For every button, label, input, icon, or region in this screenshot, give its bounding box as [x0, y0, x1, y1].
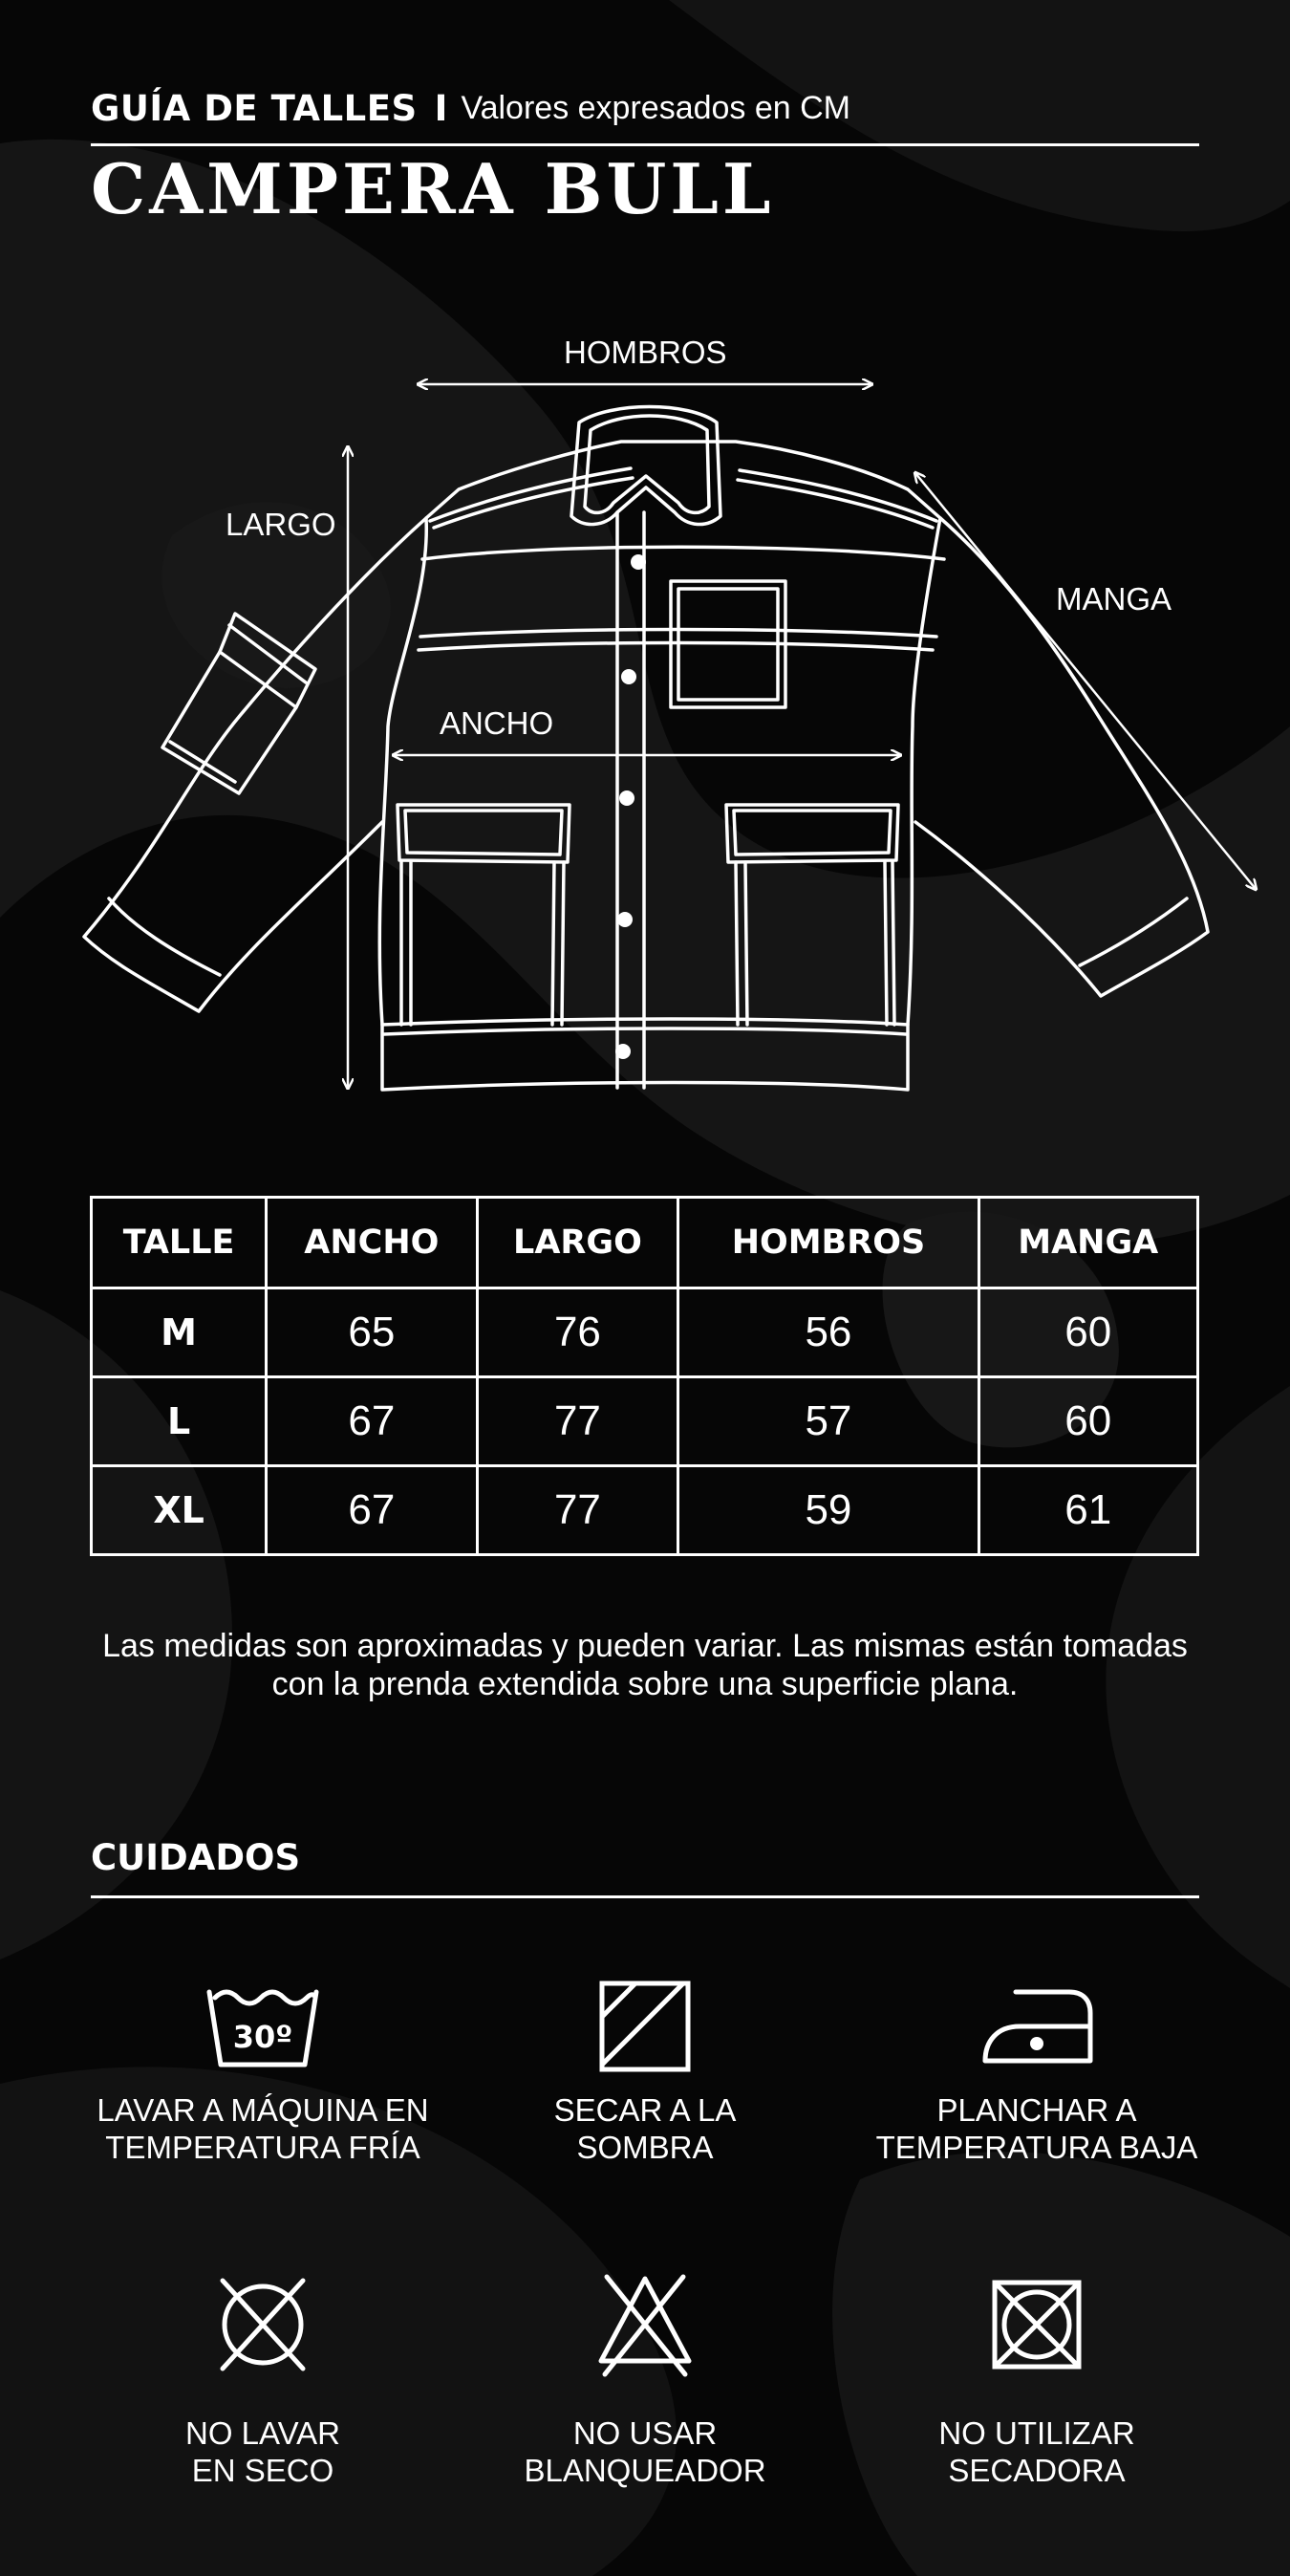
size-cell: M: [92, 1288, 267, 1377]
col-header-shoulders: HOMBROS: [678, 1198, 978, 1288]
product-name: CAMPERA BULL: [91, 148, 775, 229]
button-4: [617, 912, 633, 927]
table-cell: 56: [678, 1288, 978, 1377]
label-width: ANCHO: [440, 705, 554, 741]
button-3: [619, 790, 634, 806]
table-cell: 67: [267, 1466, 477, 1555]
jacket-left-sleeve: [84, 518, 426, 1011]
button-2: [621, 669, 636, 684]
jacket-illustration: [67, 315, 1280, 1109]
care-item-wash: [53, 1979, 473, 2166]
care-label-no-tumble-dry: NO UTILIZAR SECADORA: [938, 2415, 1135, 2488]
sleeve-arrow: [915, 473, 1256, 889]
no-dry-clean-icon: [215, 2271, 311, 2378]
wash-30-icon: [204, 1979, 322, 2070]
jacket-body: [379, 442, 940, 1090]
care-item-iron: [827, 1979, 1247, 2166]
table-cell: 60: [978, 1288, 1197, 1377]
care-item-dry-shade: [435, 1979, 855, 2166]
col-header-length: LARGO: [477, 1198, 678, 1288]
button-5: [615, 1044, 631, 1059]
care-title: CUIDADOS: [91, 1837, 301, 1878]
table-cell: 77: [477, 1377, 678, 1466]
table-cell: 57: [678, 1377, 978, 1466]
guide-title: GUÍA DE TALLES: [91, 87, 418, 129]
label-length: LARGO: [226, 507, 336, 542]
no-tumble-dry-icon: [989, 2271, 1085, 2378]
iron-low-icon: [978, 1979, 1096, 2070]
care-label-no-bleach: NO USAR BLANQUEADOR: [524, 2415, 766, 2488]
table-cell: 61: [978, 1466, 1197, 1555]
table-cell: 76: [477, 1288, 678, 1377]
col-header-width: ANCHO: [267, 1198, 477, 1288]
care-label-iron: PLANCHAR A TEMPERATURA BAJA: [875, 2092, 1198, 2165]
table-cell: 67: [267, 1377, 477, 1466]
size-cell: XL: [92, 1466, 267, 1555]
wash-temp-label: 30º: [232, 2019, 293, 2055]
table-header-row: [92, 1198, 1198, 1288]
label-shoulders: HOMBROS: [564, 335, 727, 370]
size-cell: L: [92, 1377, 267, 1466]
col-header-sleeve: MANGA: [978, 1198, 1197, 1288]
header-separator: I: [434, 87, 448, 129]
measurement-note: Las medidas son aproximadas y pueden variar. Las mismas están tomadas con la prenda extendida sobre una superficie plana.: [102, 1628, 1188, 1702]
no-bleach-icon: [595, 2271, 695, 2378]
care-item-no-bleach: [435, 2271, 855, 2489]
guide-subtitle: Valores expresados en CM: [461, 89, 851, 126]
label-sleeve: MANGA: [1056, 581, 1172, 617]
care-item-no-dry-clean: [53, 2271, 473, 2489]
care-label-wash: LAVAR A MÁQUINA EN TEMPERATURA FRÍA: [97, 2092, 429, 2165]
col-header-size: TALLE: [92, 1198, 267, 1288]
header-divider: [91, 143, 1199, 146]
care-item-no-tumble-dry: [827, 2271, 1247, 2489]
table-cell: 65: [267, 1288, 477, 1377]
table-row: [92, 1466, 1198, 1555]
table-cell: 77: [477, 1466, 678, 1555]
table-row: [92, 1288, 1198, 1377]
jacket-diagram: [67, 315, 1280, 1109]
dry-shade-icon: [597, 1979, 693, 2074]
table-row: [92, 1377, 1198, 1466]
care-label-no-dry-clean: NO LAVAR EN SECO: [185, 2415, 340, 2488]
care-divider: [91, 1895, 1199, 1898]
care-label-dry-shade: SECAR A LA SOMBRA: [553, 2092, 737, 2165]
button-1: [631, 554, 646, 570]
header: [91, 84, 850, 132]
size-table: [90, 1196, 1199, 1556]
table-cell: 59: [678, 1466, 978, 1555]
table-cell: 60: [978, 1377, 1197, 1466]
